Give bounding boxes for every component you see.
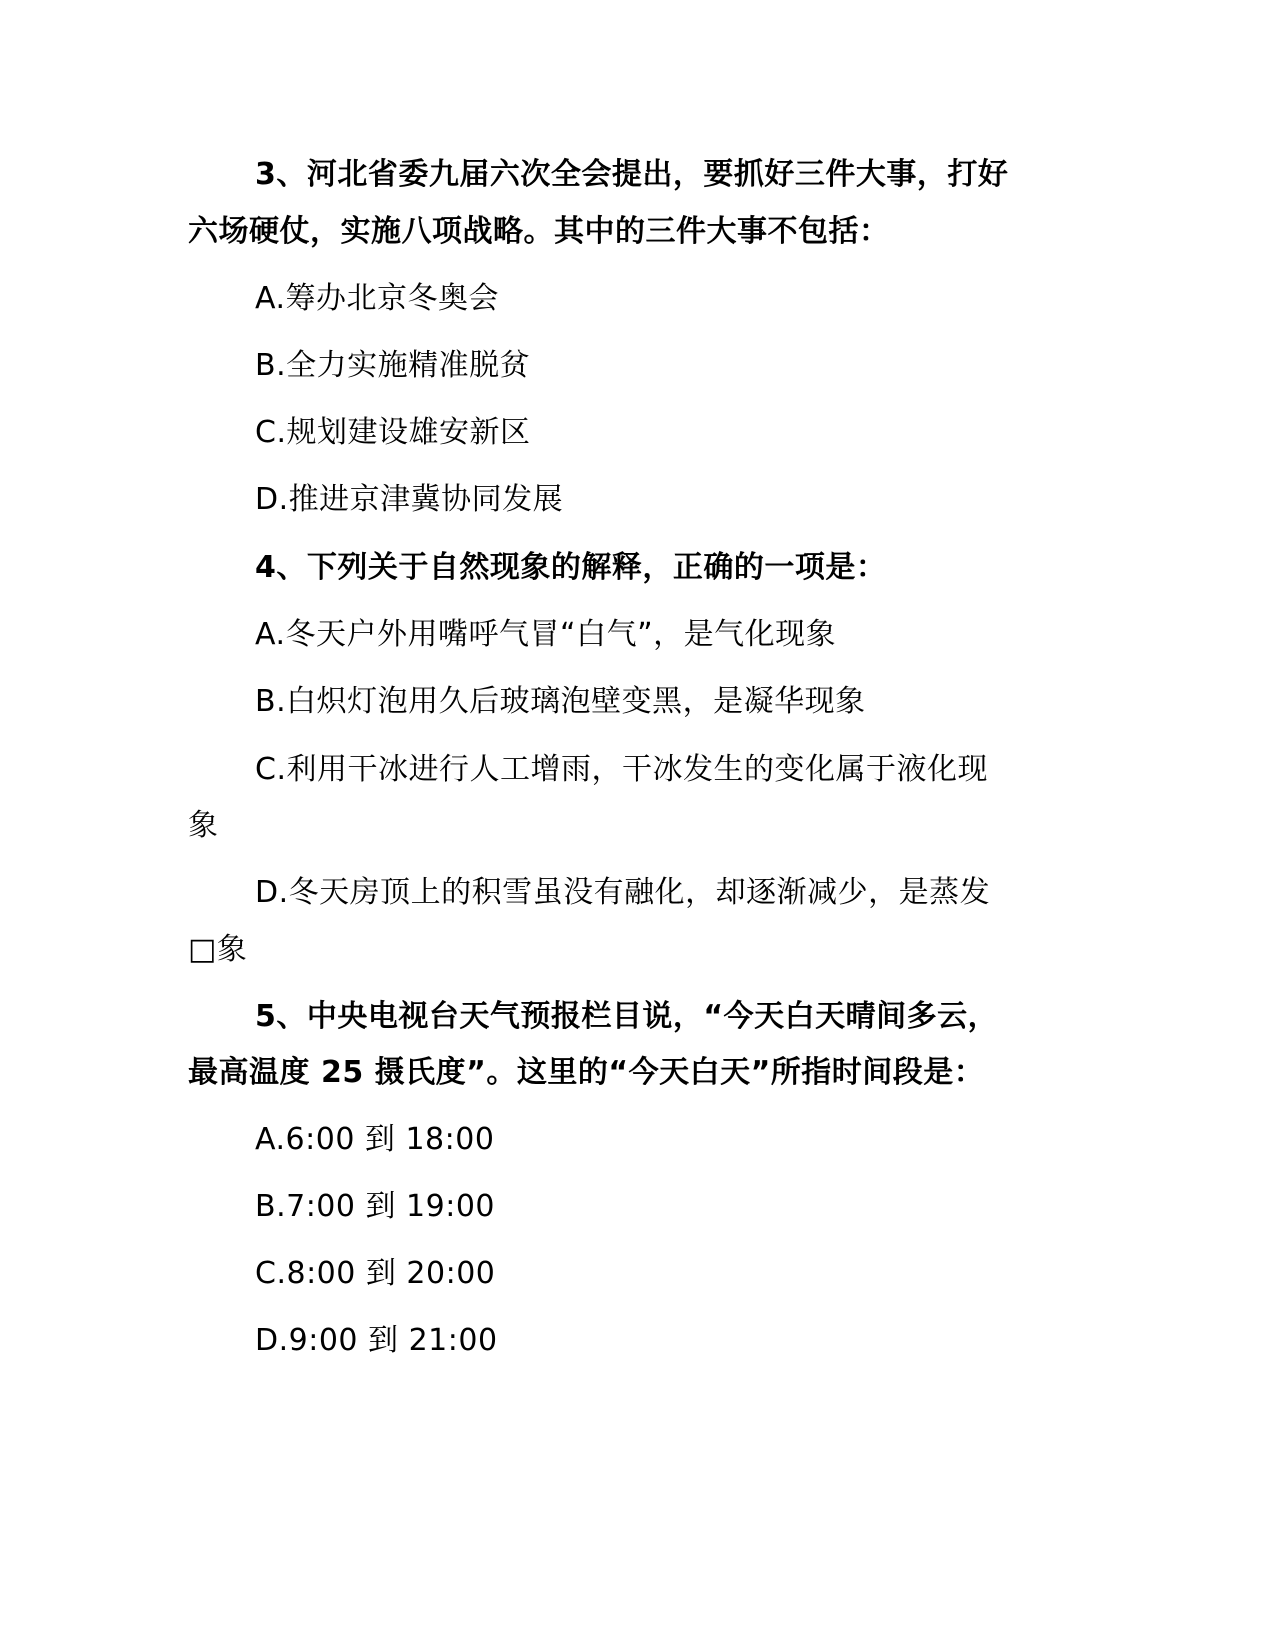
question-3-stem-line-2: 六场硬仗，实施八项战略。其中的三件大事不包括： <box>188 214 890 249</box>
question-4-option-c-line-2: 象 <box>188 808 219 843</box>
question-5-option-d: D.9:00 到 21:00 <box>255 1323 498 1358</box>
question-5-stem-line-1: 5、中央电视台天气预报栏目说，“今天白天晴间多云， <box>255 999 999 1034</box>
question-3-option-b: B.全力实施精准脱贫 <box>255 348 531 383</box>
question-3-option-c: C.规划建设雄安新区 <box>255 415 531 450</box>
question-3-option-d: D.推进京津冀协同发展 <box>255 482 564 517</box>
question-5-option-a: A.6:00 到 18:00 <box>255 1122 495 1157</box>
question-5-stem-line-2: 最高温度 25 摄氏度”。这里的“今天白天”所指时间段是： <box>188 1055 985 1090</box>
question-4-option-a: A.冬天户外用嘴呼气冒“白气”，是气化现象 <box>255 617 837 652</box>
question-4-option-d-line-1: D.冬天房顶上的积雪虽没有融化，却逐渐减少，是蒸发 <box>255 875 991 910</box>
question-4-option-b: B.白炽灯泡用久后玻璃泡壁变黑，是凝华现象 <box>255 684 866 719</box>
question-4-option-d-line-2: □象 <box>188 932 248 967</box>
question-5-option-b: B.7:00 到 19:00 <box>255 1189 496 1224</box>
question-3-option-a: A.筹办北京冬奥会 <box>255 281 500 316</box>
question-5-option-c: C.8:00 到 20:00 <box>255 1256 496 1291</box>
question-4-option-c-line-1: C.利用干冰进行人工增雨，干冰发生的变化属于液化现 <box>255 752 988 787</box>
question-4-stem-line-1: 4、下列关于自然现象的解释，正确的一项是： <box>255 550 887 585</box>
question-3-stem-line-1: 3、河北省委九届六次全会提出，要抓好三件大事，打好 <box>255 157 1009 192</box>
